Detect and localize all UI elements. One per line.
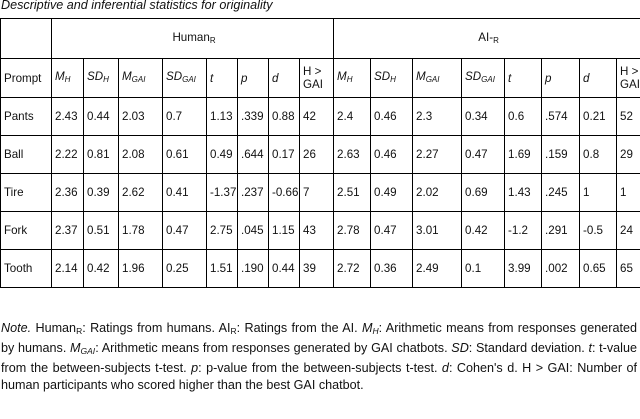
- table-body: [1, 98, 640, 288]
- header-mgai: $M_{GAI}$: [119, 59, 163, 98]
- ai-value-cell: 2.3: [413, 98, 462, 136]
- header-sdgai: $SD_{GAI}$: [462, 59, 505, 98]
- note-air-desc: : Ratings from the AI.: [236, 321, 362, 335]
- ai-value-cell: 2.27: [413, 136, 462, 174]
- human-value-cell: 7: [300, 174, 334, 212]
- human-value-cell: 43: [300, 212, 334, 250]
- table-row: [1, 250, 640, 288]
- ai-value-cell: -1.2: [505, 212, 542, 250]
- ai-value-cell: -0.5: [580, 212, 617, 250]
- human-value-cell: 2.36: [52, 174, 84, 212]
- statistics-table: [0, 18, 640, 288]
- ai-value-cell: 24: [617, 212, 640, 250]
- header-sdh: $SD_H$: [371, 59, 413, 98]
- human-value-cell: 1.78: [119, 212, 163, 250]
- human-value-cell: 0.39: [84, 174, 119, 212]
- note-mh-sub: H: [372, 326, 379, 336]
- ai-value-cell: 52: [617, 98, 640, 136]
- header-sdh: $SD_H$: [84, 59, 119, 98]
- note-humanr-term: Human: [35, 321, 77, 335]
- human-value-cell: 0.44: [269, 250, 300, 288]
- header-mgai: $M_{GAI}$: [413, 59, 462, 98]
- ai-value-cell: .574: [542, 98, 580, 136]
- note-d-term: d: [441, 361, 449, 375]
- human-value-cell: 2.43: [52, 98, 84, 136]
- header-mh: $M_H$: [334, 59, 371, 98]
- human-value-cell: .045: [238, 212, 269, 250]
- header-t: t: [207, 59, 238, 98]
- human-value-cell: .339: [238, 98, 269, 136]
- prompt-cell: Tire: [1, 174, 52, 212]
- ai-value-cell: 0.8: [580, 136, 617, 174]
- ai-value-cell: 2.02: [413, 174, 462, 212]
- note-air-sub: R: [230, 326, 237, 336]
- note-t-desc: : t-value from the between-subjects t-test.: [1, 341, 637, 375]
- human-value-cell: 39: [300, 250, 334, 288]
- ai-value-cell: 0.6: [505, 98, 542, 136]
- prompt-cell: Fork: [1, 212, 52, 250]
- human-value-cell: .190: [238, 250, 269, 288]
- ai-value-cell: .291: [542, 212, 580, 250]
- human-value-cell: 0.17: [269, 136, 300, 174]
- ai-value-cell: .245: [542, 174, 580, 212]
- human-value-cell: 1.51: [207, 250, 238, 288]
- human-value-cell: -0.66: [269, 174, 300, 212]
- human-value-cell: 0.49: [207, 136, 238, 174]
- ai-value-cell: 2.4: [334, 98, 371, 136]
- human-value-cell: -1.37: [207, 174, 238, 212]
- table-row: [1, 98, 640, 136]
- ai-value-cell: 0.36: [371, 250, 413, 288]
- ai-value-cell: 1: [580, 174, 617, 212]
- human-value-cell: 2.08: [119, 136, 163, 174]
- ai-value-cell: 0.49: [371, 174, 413, 212]
- human-value-cell: 42: [300, 98, 334, 136]
- ai-value-cell: 3.99: [505, 250, 542, 288]
- note-d-desc: : Cohen's d. H > GAI: Number of human participants who scored higher than the best GAI chatbot.: [1, 361, 637, 392]
- ai-value-cell: 1.43: [505, 174, 542, 212]
- ai-value-cell: 0.34: [462, 98, 505, 136]
- human-value-cell: 0.42: [84, 250, 119, 288]
- human-value-cell: 0.61: [163, 136, 207, 174]
- header-h-gt-gai: H > GAI: [300, 59, 334, 98]
- ai-value-cell: 0.46: [371, 98, 413, 136]
- header-mh: $M_H$: [52, 59, 84, 98]
- table-row: [1, 212, 640, 250]
- ai-value-cell: 29: [617, 136, 640, 174]
- header-d: d: [580, 59, 617, 98]
- note-label: Note.: [1, 321, 32, 335]
- ai-value-cell: 0.69: [462, 174, 505, 212]
- header-h-gt-gai: H > GAI: [617, 59, 640, 98]
- note-mgai-sub: GAI: [80, 346, 96, 356]
- ai-value-cell: 1: [617, 174, 640, 212]
- note-mh-term: M: [362, 321, 373, 335]
- group-human-label: Human: [172, 30, 210, 44]
- human-value-cell: 2.22: [52, 136, 84, 174]
- note-sd-desc: : Standard deviation.: [468, 341, 589, 355]
- column-header-row: [1, 59, 640, 98]
- prompt-cell: Pants: [1, 98, 52, 136]
- human-value-cell: 2.14: [52, 250, 84, 288]
- ai-value-cell: 2.78: [334, 212, 371, 250]
- human-value-cell: 0.81: [84, 136, 119, 174]
- note-sd-term: SD: [451, 341, 469, 355]
- human-value-cell: 2.03: [119, 98, 163, 136]
- note-humanr-sub: R: [76, 326, 83, 336]
- group-ai-sub: R: [493, 35, 499, 45]
- ai-value-cell: 1.69: [505, 136, 542, 174]
- human-value-cell: 26: [300, 136, 334, 174]
- ai-value-cell: 0.65: [580, 250, 617, 288]
- ai-value-cell: 0.1: [462, 250, 505, 288]
- prompt-cell: Tooth: [1, 250, 52, 288]
- group-ai-label: AI-: [478, 30, 494, 44]
- note-t-term: t: [588, 341, 592, 355]
- header-p: p: [542, 59, 580, 98]
- group-header-ai: [334, 19, 640, 59]
- human-value-cell: 0.88: [269, 98, 300, 136]
- ai-value-cell: .002: [542, 250, 580, 288]
- note-mgai-desc: : Arithmetic means from responses generated by GAI chatbots.: [95, 341, 452, 355]
- human-value-cell: 0.7: [163, 98, 207, 136]
- human-value-cell: 2.75: [207, 212, 238, 250]
- header-p: p: [238, 59, 269, 98]
- note-mh-desc: : Arithmetic means from responses generated by humans.: [1, 321, 637, 355]
- table-note: [1, 320, 637, 394]
- human-value-cell: 0.44: [84, 98, 119, 136]
- note-p-desc: : p-value from the between-subjects t-test.: [198, 361, 442, 375]
- ai-value-cell: 2.51: [334, 174, 371, 212]
- corner-cell: [1, 19, 52, 59]
- header-sdgai: $SD_{GAI}$: [163, 59, 207, 98]
- table-caption: Descriptive and inferential statistics for originality: [1, 0, 273, 12]
- human-value-cell: 1.15: [269, 212, 300, 250]
- human-value-cell: 0.51: [84, 212, 119, 250]
- ai-value-cell: 0.46: [371, 136, 413, 174]
- prompt-cell: Ball: [1, 136, 52, 174]
- header-d: d: [269, 59, 300, 98]
- human-value-cell: .237: [238, 174, 269, 212]
- ai-value-cell: 0.42: [462, 212, 505, 250]
- ai-value-cell: .159: [542, 136, 580, 174]
- human-value-cell: 0.25: [163, 250, 207, 288]
- note-air-term: AI: [218, 321, 231, 335]
- human-value-cell: 2.37: [52, 212, 84, 250]
- ai-value-cell: 3.01: [413, 212, 462, 250]
- ai-value-cell: 2.49: [413, 250, 462, 288]
- human-value-cell: 2.62: [119, 174, 163, 212]
- human-value-cell: 0.47: [163, 212, 207, 250]
- ai-value-cell: 0.47: [462, 136, 505, 174]
- table-row: [1, 174, 640, 212]
- ai-value-cell: 2.72: [334, 250, 371, 288]
- ai-value-cell: 65: [617, 250, 640, 288]
- ai-value-cell: 0.21: [580, 98, 617, 136]
- table-row: [1, 136, 640, 174]
- human-value-cell: 0.41: [163, 174, 207, 212]
- ai-value-cell: 2.63: [334, 136, 371, 174]
- header-t: t: [505, 59, 542, 98]
- note-p-term: p: [191, 361, 199, 375]
- ai-value-cell: 0.47: [371, 212, 413, 250]
- group-human-sub: R: [209, 35, 216, 45]
- note-humanr-desc: : Ratings from humans.: [82, 321, 219, 335]
- header-prompt: Prompt: [1, 59, 52, 98]
- note-mgai-term: M: [70, 341, 81, 355]
- human-value-cell: .644: [238, 136, 269, 174]
- human-value-cell: 1.96: [119, 250, 163, 288]
- group-header-row: [1, 19, 640, 59]
- human-value-cell: 1.13: [207, 98, 238, 136]
- group-header-human: [52, 19, 334, 59]
